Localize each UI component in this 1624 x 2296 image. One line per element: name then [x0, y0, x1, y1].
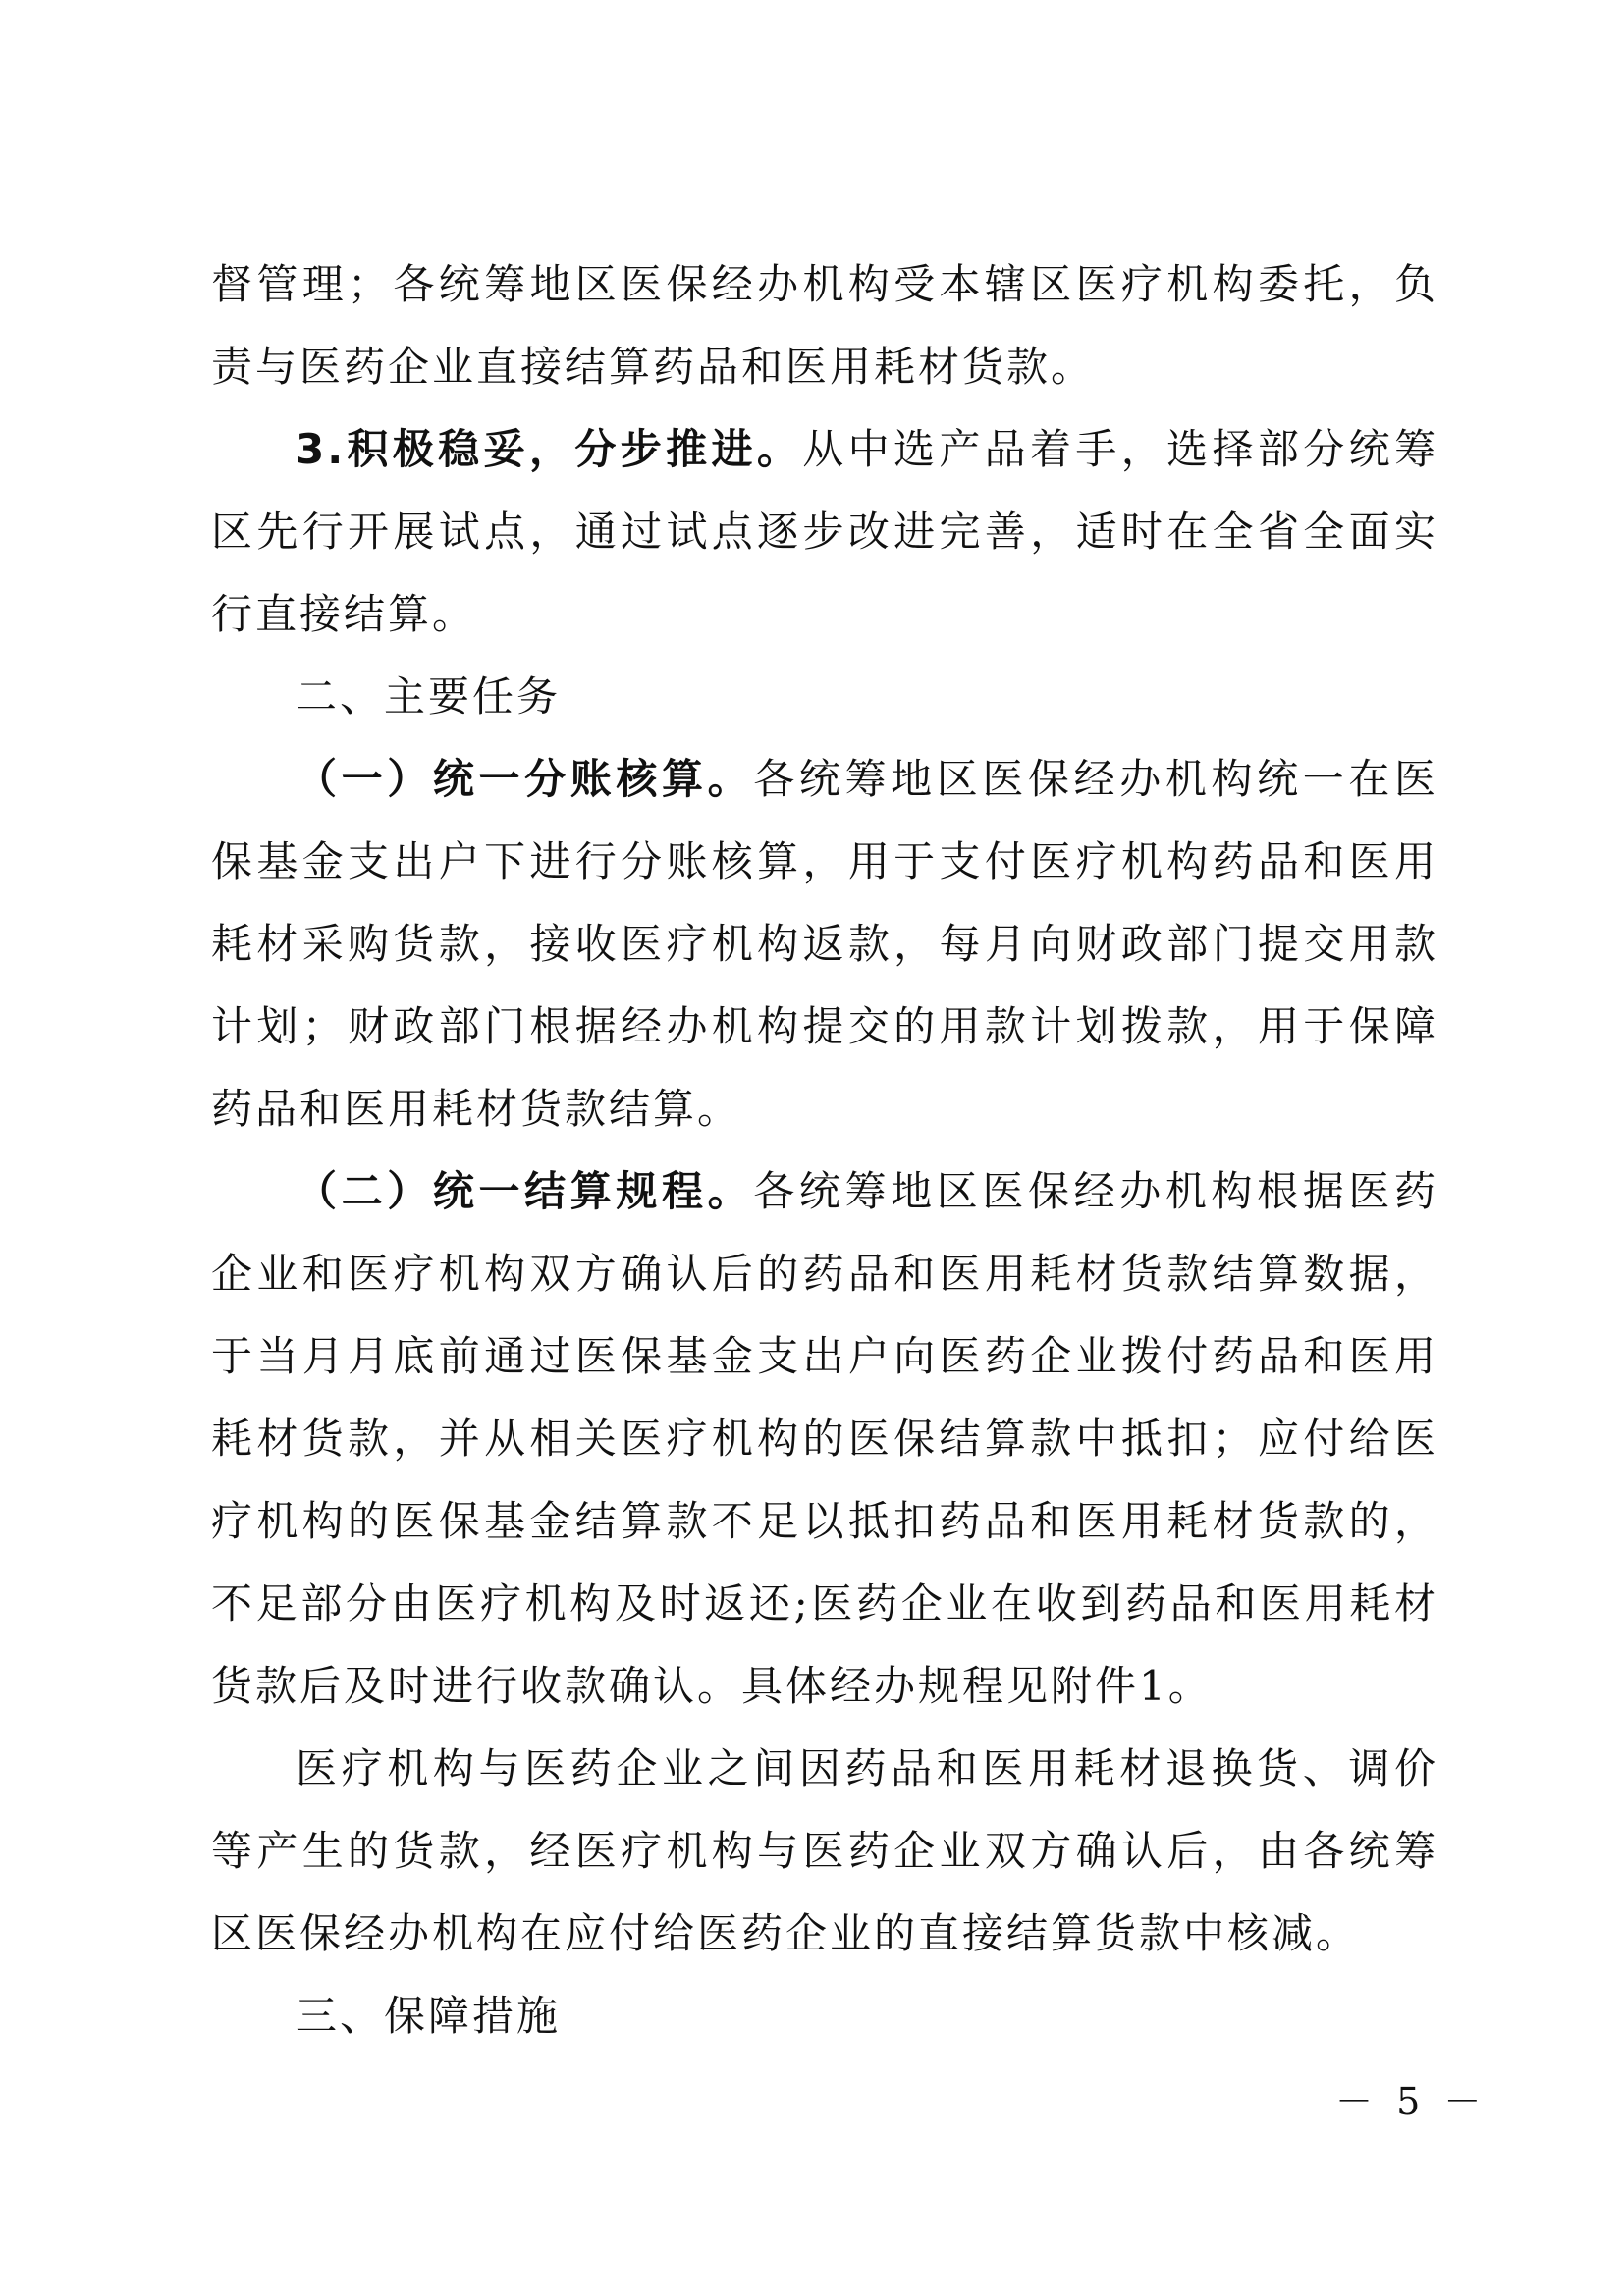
- page-number: － 5 －: [1335, 2080, 1488, 2123]
- paragraph-lead: （二）统一结算规程。: [296, 1167, 754, 1215]
- section-heading-safeguards: 三、保障措施: [296, 1992, 562, 2040]
- paragraph-text: 从中选产品着手，选择部分统筹区先行开展试点，通过试点逐步改进完善，适时在全省全面实行直接结算。: [211, 425, 1438, 638]
- paragraph-continuation: [211, 243, 1438, 408]
- paragraph-principle-3: [211, 408, 1438, 656]
- paragraph-lead: 3.积极稳妥，分步推进。: [296, 425, 803, 473]
- paragraph-task-2: [211, 1150, 1438, 1728]
- paragraph-text: 医疗机构与医药企业之间因药品和医用耗材退换货、调价等产生的货款，经医疗机构与医药企业双方确认后，由各统筹区医保经办机构在应付给医药企业的直接结算货款中核减。: [211, 1744, 1438, 1957]
- paragraph-text: 各统筹地区医保经办机构根据医药企业和医疗机构双方确认后的药品和医用耗材货款结算数据，于当月月底前通过医保基金支出户向医药企业拨付药品和医用耗材货款，并从相关医疗机构的医保结算款中抵扣；应付给医疗机构的医保基金结算款不足以抵扣药品和医用耗材货款的，不足部分由医疗机构及时返还;医药企业在收到药品和医用耗材货款后及时进行收款确认。具体经办规程见附件1。: [211, 1167, 1438, 1710]
- section-heading-main-tasks: 二、主要任务: [296, 672, 562, 721]
- paragraph-task-1: [211, 738, 1438, 1150]
- paragraph-text: 各统筹地区医保经办机构统一在医保基金支出户下进行分账核算，用于支付医疗机构药品和医用耗材采购货款，接收医疗机构返款，每月向财政部门提交用款计划；财政部门根据经办机构提交的用款计划拨款，用于保障药品和医用耗材货款结算。: [211, 755, 1438, 1133]
- paragraph-refund-adjustment: [211, 1728, 1438, 1975]
- paragraph-lead: （一）统一分账核算。: [296, 755, 754, 803]
- document-body: [211, 243, 1438, 2057]
- paragraph-text: 督管理；各统筹地区医保经办机构受本辖区医疗机构委托，负责与医药企业直接结算药品和医用耗材货款。: [211, 260, 1438, 391]
